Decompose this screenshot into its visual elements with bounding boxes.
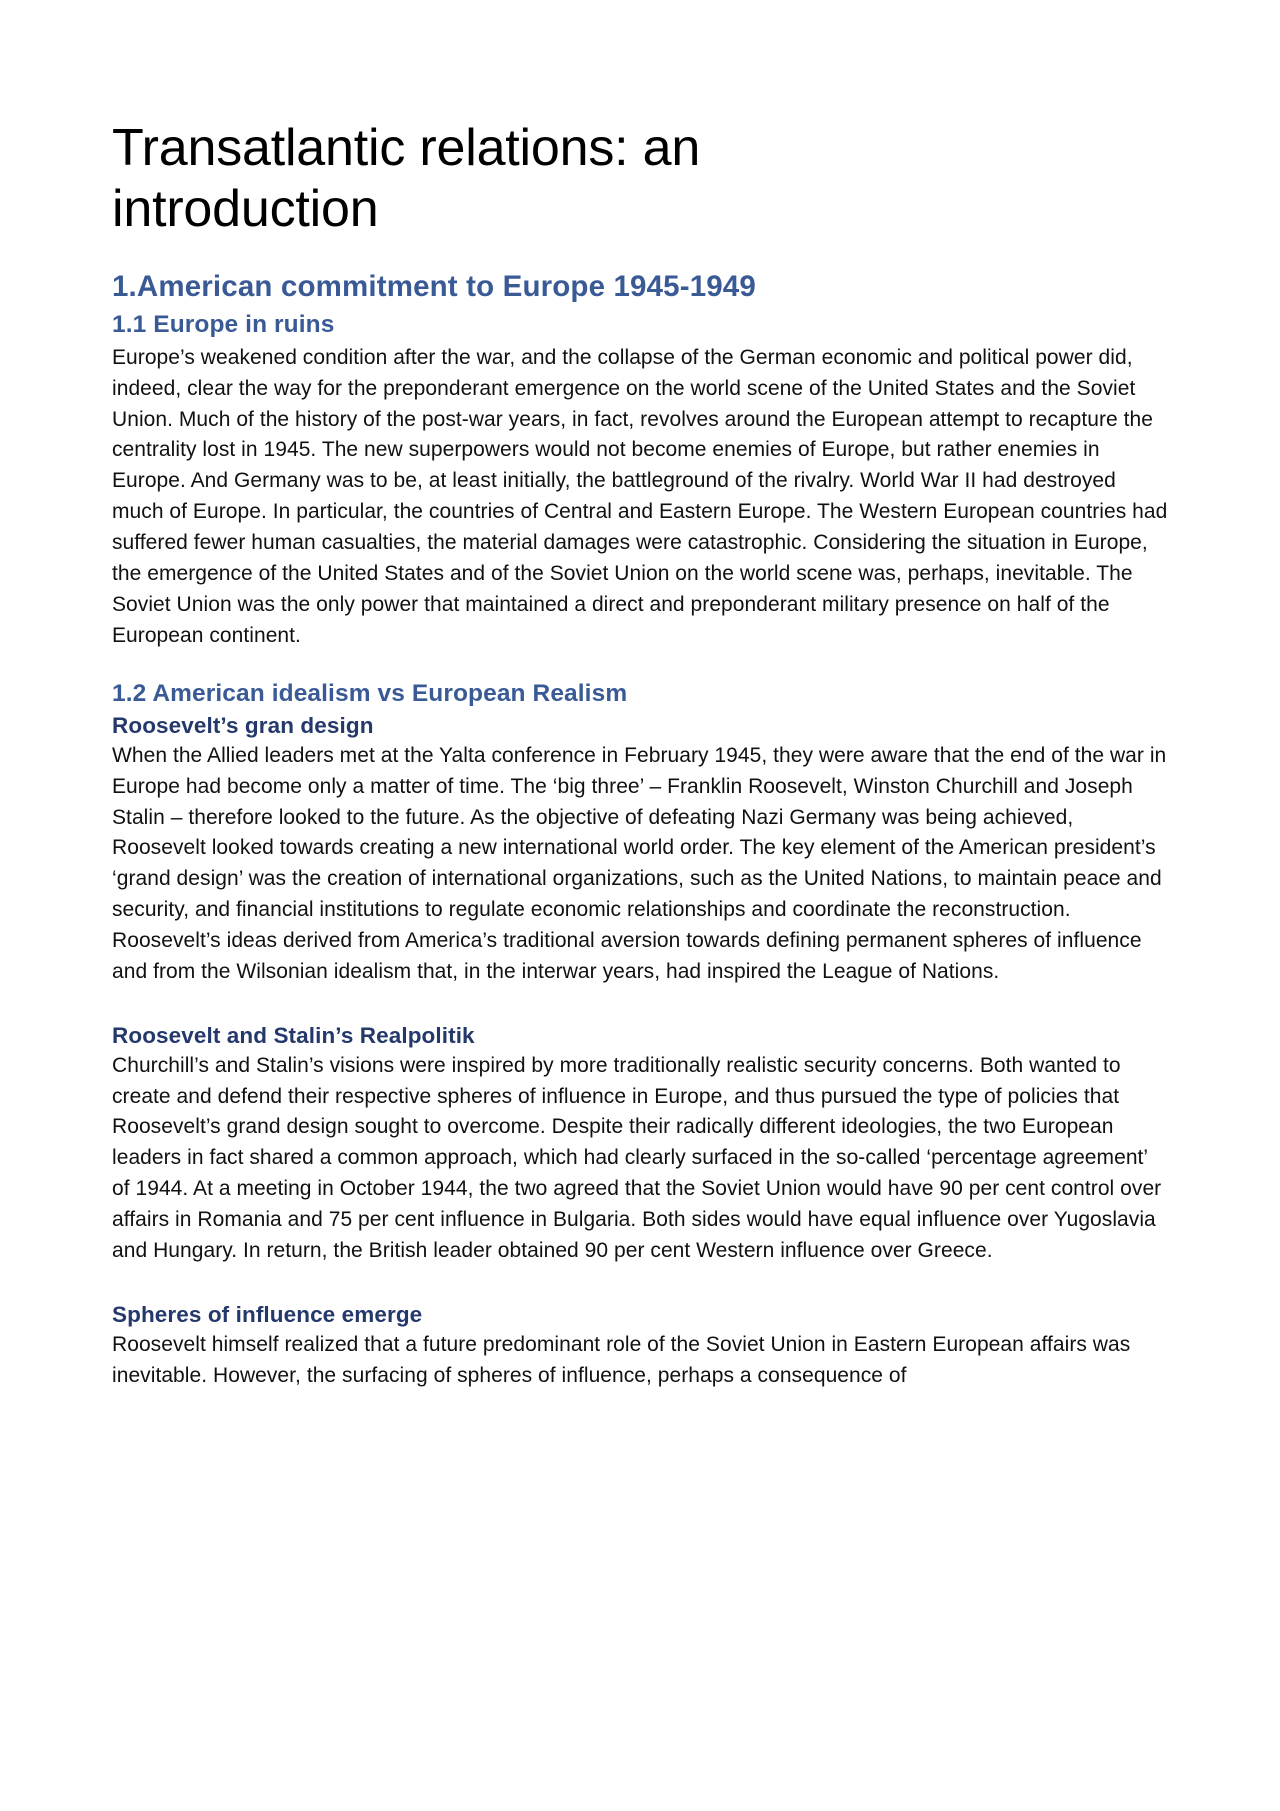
paragraph-roosevelt-stalin-realpolitik: Churchill’s and Stalin’s visions were inspired by more traditionally realistic security concerns. Both wanted to create and defend their respective spheres of influence in Europe, and thus pursued the type of policies that Roosevelt’s grand design sought to overcome. Despite their radically different ideologies, the two European leaders in fact shared a common approach, which had clearly surfaced in the so-called ‘percentage agreement’ of 1944. At a meeting in October 1944, the two agreed that the Soviet Union would have 90 per cent control over affairs in Romania and 75 per cent influence in Bulgaria. Both sides would have equal influence over Yugoslavia and Hungary. In return, the British leader obtained 90 per cent Western influence over Greece. (112, 1053, 1162, 1262)
heading-roosevelt-gran-design: Roosevelt’s gran design (112, 712, 374, 738)
heading-roosevelt-stalin-realpolitik: Roosevelt and Stalin’s Realpolitik (112, 1022, 475, 1048)
paragraph-roosevelt-gran-design: When the Allied leaders met at the Yalta conference in February 1945, they were aware that the end of the war in Europe had become only a matter of time. The ‘big three’ – Franklin Roosevelt, Winston Churchill and Joseph Stalin – therefore looked to the future. As the objective of defeating Nazi Germany was being achieved, Roosevelt looked towards creating a new international world order. The key element of the American president’s ‘grand design’ was the creation of international organizations, such as the United Nations, to maintain peace and security, and financial institutions to regulate economic relationships and coordinate the reconstruction. Roosevelt’s ideas derived from America’s traditional aversion towards defining permanent spheres of influence and from the Wilsonian idealism that, in the interwar years, had inspired the League of Nations. (112, 743, 1167, 983)
paragraph-spheres-of-influence: Roosevelt himself realized that a future predominant role of the Soviet Union in Eastern European affairs was inevitable. However, the surfacing of spheres of influence, perhaps a consequence of (112, 1332, 1131, 1387)
heading-american-idealism: 1.2 American idealism vs European Realism (112, 680, 628, 708)
heading-europe-in-ruins: 1.1 Europe in ruins (112, 311, 335, 339)
section-roosevelt-stalin-realpolitik (112, 1022, 1168, 1267)
heading-spheres-of-influence: Spheres of influence emerge (112, 1301, 423, 1327)
section-europe-in-ruins (112, 310, 1168, 651)
section-american-idealism (112, 679, 1168, 708)
section-spheres-of-influence (112, 1301, 1168, 1392)
document-title: Transatlantic relations: an introduction (112, 119, 701, 238)
section-american-commitment (112, 270, 1168, 305)
section-roosevelt-gran-design (112, 712, 1168, 988)
paragraph-europe-in-ruins: Europe’s weakened condition after the war, and the collapse of the German economic and political power did, indeed, clear the way for the preponderant emergence on the world scene of the United States and the Soviet Union. Much of the history of the post-war years, in fact, revolves around the European attempt to recapture the centrality lost in 1945. The new superpowers would not become enemies of Europe, but rather enemies in Europe. And Germany was to be, at least initially, the battleground of the rivalry. World War II had destroyed much of Europe. In particular, the countries of Central and Eastern Europe. The Western European countries had suffered fewer human casualties, the material damages were catastrophic. Considering the situation in Europe, the emergence of the United States and of the Soviet Union on the world scene was, perhaps, inevitable. The Soviet Union was the only power that maintained a direct and preponderant military presence on half of the European continent. (112, 345, 1168, 647)
heading-american-commitment: 1.American commitment to Europe 1945-1949 (112, 269, 756, 303)
